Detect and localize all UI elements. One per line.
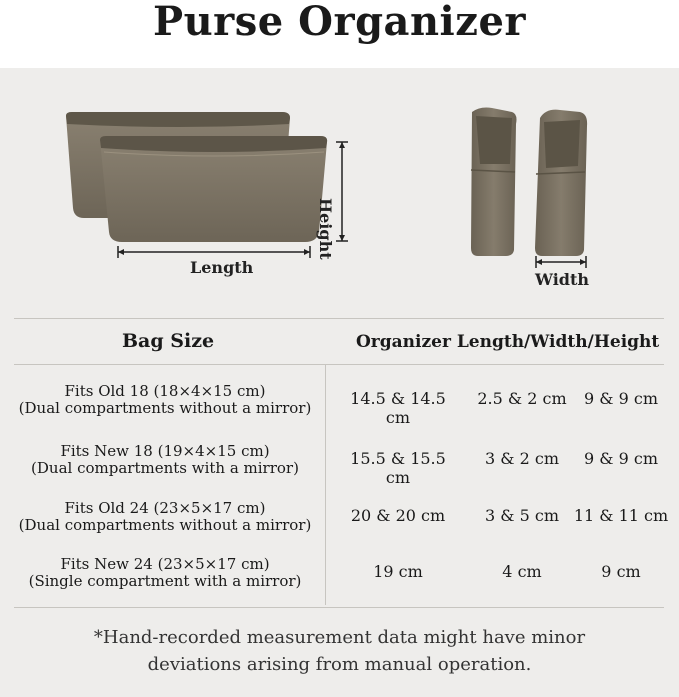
table-header-rule — [14, 364, 664, 365]
bag-size-cell — [0, 443, 330, 477]
bag-size-cell — [0, 383, 330, 417]
bag-size-description: (Dual compartments without a mirror) — [18, 399, 312, 417]
bag-size-description: (Dual compartments without a mirror) — [18, 516, 312, 534]
table-row — [0, 556, 679, 612]
height-value: 9 cm — [601, 562, 641, 581]
height-value: 11 & 11 cm — [573, 506, 669, 525]
bag-size-cell — [0, 500, 330, 534]
length-dimension-arrow — [118, 246, 310, 258]
width-value: 3 & 2 cm — [485, 449, 559, 468]
length-value: 20 & 20 cm — [350, 506, 446, 525]
width-value: 3 & 5 cm — [485, 506, 559, 525]
bag-size-description: (Single compartment with a mirror) — [28, 572, 302, 590]
organizer-side-right — [535, 110, 587, 256]
height-value: 9 & 9 cm — [584, 389, 658, 408]
table-row — [0, 500, 679, 556]
bag-size-name: Fits Old 24 (23×5×17 cm) — [64, 499, 266, 517]
bag-size-cell — [0, 556, 330, 590]
bag-size-name: Fits Old 18 (18×4×15 cm) — [64, 382, 266, 400]
table-row — [0, 383, 679, 439]
organizer-front — [100, 136, 327, 242]
height-label: Height — [316, 198, 335, 260]
length-value: 15.5 & 15.5 cm — [350, 449, 446, 487]
width-label: Width — [535, 270, 589, 289]
bag-size-name: Fits New 24 (23×5×17 cm) — [60, 555, 270, 573]
header-organizer-dimensions: Organizer Length/Width/Height — [356, 332, 660, 352]
page-title: Purse Organizer — [153, 0, 526, 45]
length-label: Length — [190, 258, 254, 277]
table-row — [0, 443, 679, 499]
width-value: 4 cm — [502, 562, 542, 581]
bag-size-description: (Dual compartments with a mirror) — [31, 459, 299, 477]
height-dimension-arrow — [336, 142, 348, 241]
height-value: 9 & 9 cm — [584, 449, 658, 468]
info-panel — [0, 68, 679, 697]
measurement-disclaimer — [0, 624, 679, 678]
product-illustration — [0, 68, 679, 328]
length-value: 19 cm — [373, 562, 423, 581]
disclaimer-line-1: *Hand-recorded measurement data might have minor — [93, 627, 586, 648]
length-value: 14.5 & 14.5 cm — [350, 389, 446, 427]
width-dimension-arrow — [536, 256, 586, 268]
table-bottom-rule — [14, 607, 664, 608]
bag-size-name: Fits New 18 (19×4×15 cm) — [60, 442, 270, 460]
disclaimer-line-2: deviations arising from manual operation. — [147, 654, 532, 675]
width-value: 2.5 & 2 cm — [477, 389, 567, 408]
header-bag-size: Bag Size — [122, 330, 215, 352]
organizer-side-left — [471, 108, 517, 257]
table-top-rule — [14, 318, 664, 319]
